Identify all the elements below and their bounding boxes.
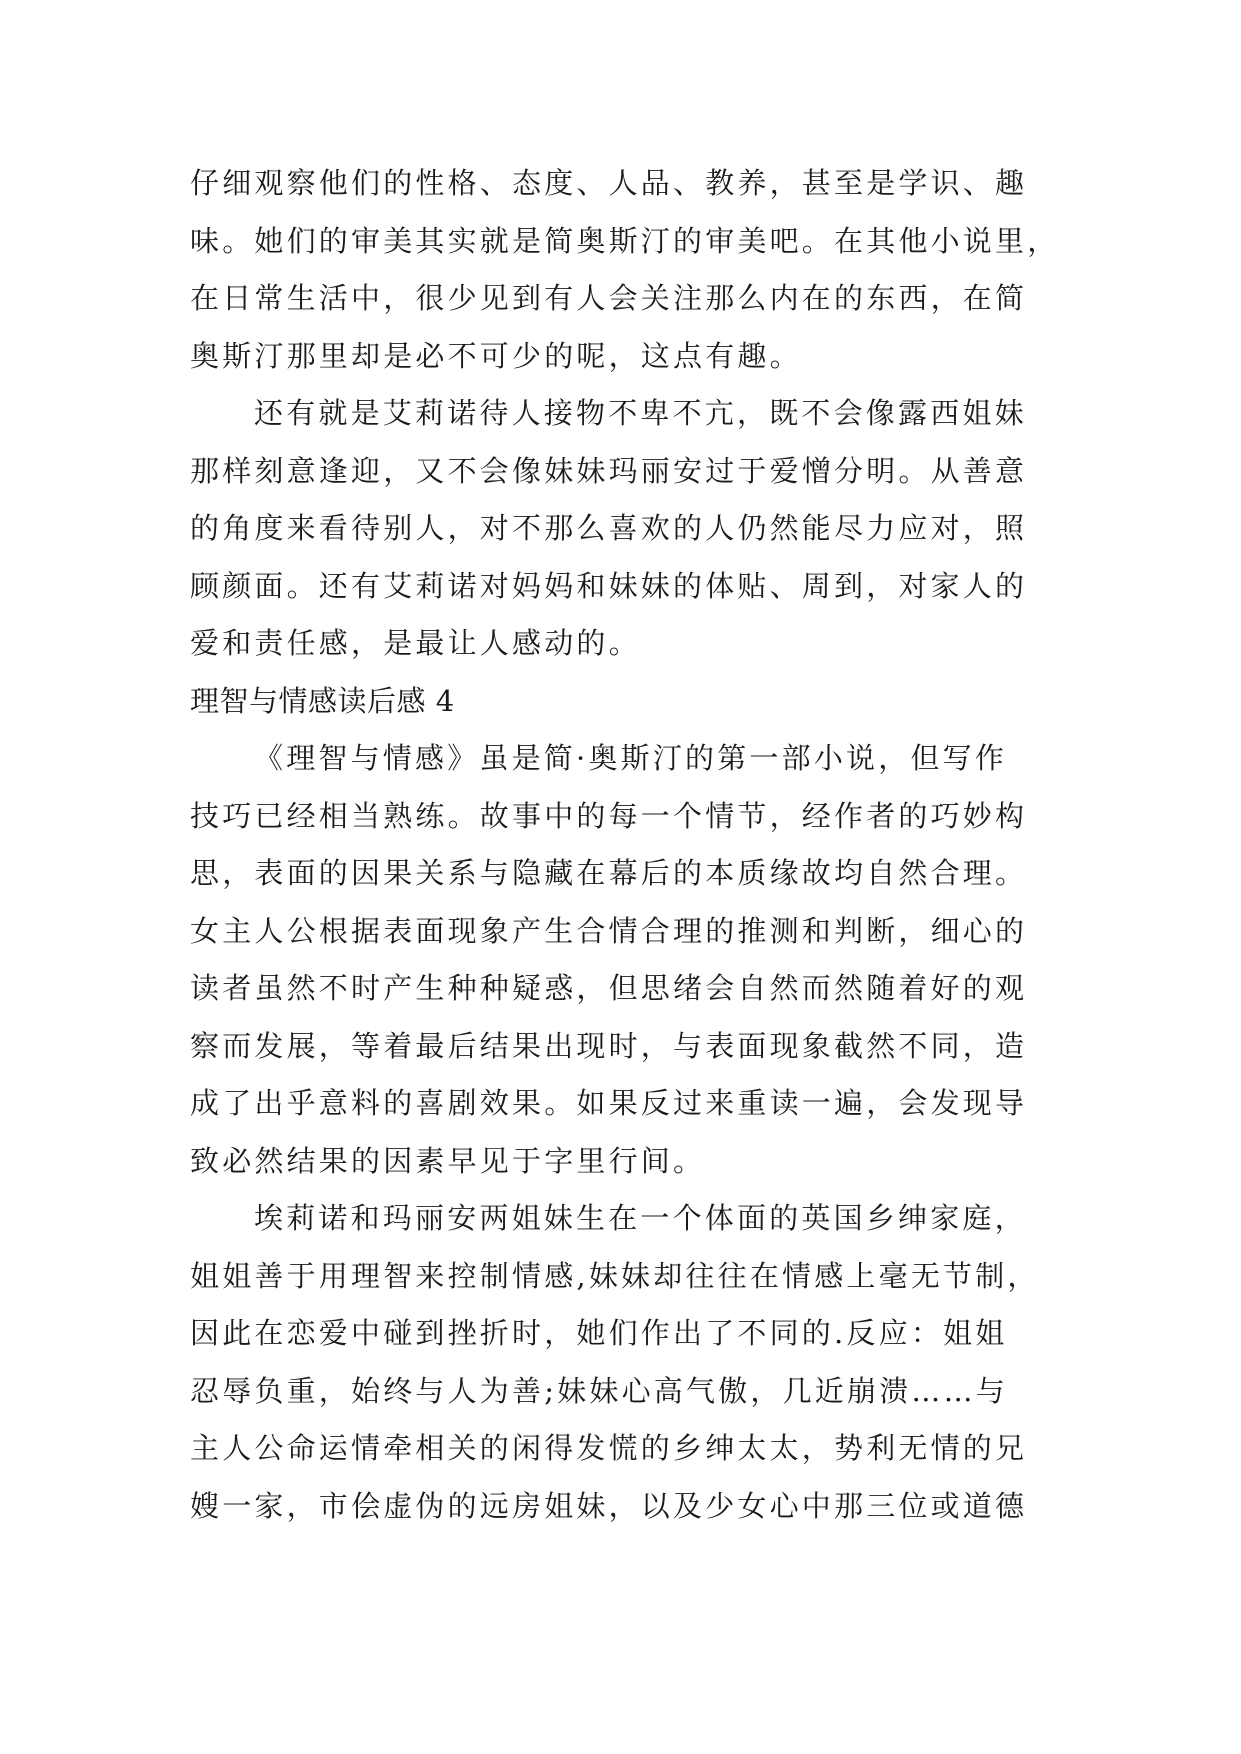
text-line: 姐姐善于用理智来控制情感,妹妹却往往在情感上毫无节制， — [190, 1258, 1040, 1293]
text-line: 嫂一家，市侩虚伪的远房姐妹，以及少女心中那三位或道德 — [190, 1488, 1028, 1523]
text-line: 顾颜面。还有艾莉诺对妈妈和妹妹的体贴、周到，对家人的 — [190, 568, 1028, 603]
text-line: 因此在恋爱中碰到挫折时，她们作出了不同的.反应：姐姐 — [190, 1316, 1008, 1350]
text-line: 察而发展，等着最后结果出现时，与表面现象截然不同，造 — [190, 1028, 1028, 1063]
text-line: 的角度来看待别人，对不那么喜欢的人仍然能尽力应对，照 — [190, 511, 1028, 545]
text-line: 技巧已经相当熟练。故事中的每一个情节，经作者的巧妙构 — [190, 798, 1028, 833]
text-line: 成了出乎意料的喜剧效果。如果反过来重读一遍，会发现导 — [190, 1086, 1028, 1120]
section-heading: 理智与情感读后感 4 — [190, 683, 455, 718]
text-line: 那样刻意逢迎，又不会像妹妹玛丽安过于爱憎分明。从善意 — [190, 453, 1028, 488]
text-line: 味。她们的审美其实就是简奥斯汀的审美吧。在其他小说里， — [190, 223, 1060, 258]
text-line: 还有就是艾莉诺待人接物不卑不亢，既不会像露西姐妹 — [254, 396, 1027, 430]
text-line: 思，表面的因果关系与隐藏在幕后的本质缘故均自然合理。 — [190, 856, 1028, 890]
text-line: 《理智与情感》虽是简·奥斯汀的第一部小说，但写作 — [254, 741, 1008, 775]
text-line: 埃莉诺和玛丽安两姐妹生在一个体面的英国乡绅家庭， — [254, 1201, 1027, 1235]
text-line: 女主人公根据表面现象产生合情合理的推测和判断，细心的 — [190, 913, 1028, 948]
text-line: 读者虽然不时产生种种疑惑，但思绪会自然而然随着好的观 — [190, 971, 1028, 1005]
text-line: 致必然结果的因素早见于字里行间。 — [190, 1143, 706, 1178]
text-line: 忍辱负重，始终与人为善;妹妹心高气傲，几近崩溃……与 — [190, 1373, 1008, 1408]
document-body — [190, 155, 1060, 1535]
text-line: 爱和责任感，是最让人感动的。 — [190, 626, 641, 660]
text-line: 仔细观察他们的性格、态度、人品、教养，甚至是学识、趣 — [190, 166, 1028, 200]
text-line: 在日常生活中，很少见到有人会关注那么内在的东西，在简 — [190, 281, 1028, 315]
text-line: 奥斯汀那里却是必不可少的呢，这点有趣。 — [190, 338, 802, 373]
text-line: 主人公命运情牵相关的闲得发慌的乡绅太太，势利无情的兄 — [190, 1431, 1028, 1465]
